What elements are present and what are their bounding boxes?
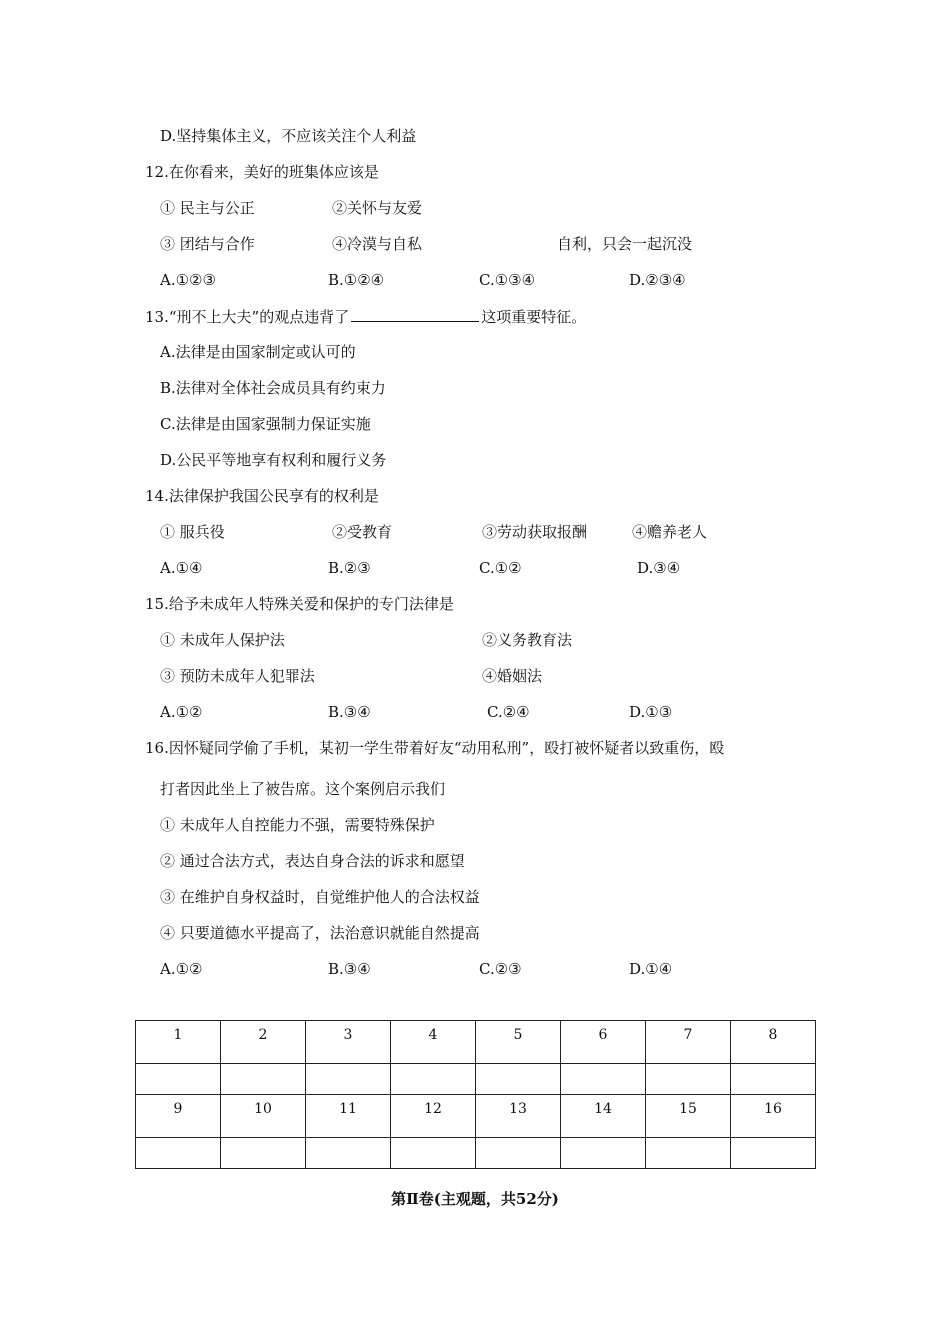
q12-stray-text: 自利，只会一起沉没 [557,235,693,253]
q15-item-4: ④婚姻法 [482,667,543,685]
answer-blank-cell[interactable] [646,1064,731,1095]
q13-fill-blank [351,306,479,322]
q16-item-4: ④ 只要道德水平提高了，法治意识就能自然提高 [160,924,480,942]
q16-option-b: B.③④ [328,960,371,978]
answer-blank-cell[interactable] [306,1138,391,1169]
q16-option-a: A.①② [160,960,203,978]
q14-item-1: ① 服兵役 [160,523,225,541]
answer-blank-cell[interactable] [646,1138,731,1169]
answer-number-cell: 4 [391,1021,476,1064]
q12-option-b: B.①②④ [328,271,385,289]
answer-blank-cell[interactable] [476,1064,561,1095]
answer-number-cell: 10 [221,1095,306,1138]
q14-item-2: ②受教育 [332,523,393,541]
answer-number-cell: 16 [731,1095,816,1138]
q13-option-d: D.公民平等地享有权利和履行义务 [160,451,387,469]
answer-blank-cell[interactable] [731,1064,816,1095]
answer-table-blank-row-2 [136,1138,816,1169]
q13-stem-before: 13.“刑不上大夫”的观点违背了 [145,308,350,326]
q16-item-1: ① 未成年人自控能力不强，需要特殊保护 [160,816,435,834]
q14-option-c: C.①② [479,559,522,577]
q16-item-3: ③ 在维护自身权益时，自觉维护他人的合法权益 [160,888,480,906]
q15-item-1: ① 未成年人保护法 [160,631,285,649]
q13-stem [145,306,586,327]
q12-item-1: ① 民主与公正 [160,199,255,217]
answer-number-cell: 15 [646,1095,731,1138]
answer-blank-cell[interactable] [391,1064,476,1095]
section-title: 第Ⅱ卷(主观题，共52分) [391,1190,559,1208]
answer-blank-cell[interactable] [731,1138,816,1169]
q15-option-d: D.①③ [629,703,673,721]
q12-option-d: D.②③④ [629,271,686,289]
q16-option-c: C.②③ [479,960,522,978]
answer-number-cell: 12 [391,1095,476,1138]
answer-table-number-row-2 [136,1095,816,1138]
answer-blank-cell[interactable] [221,1064,306,1095]
answer-number-cell: 1 [136,1021,221,1064]
q14-option-a: A.①④ [160,559,203,577]
answer-blank-cell[interactable] [136,1064,221,1095]
q13-option-a: A.法律是由国家制定或认可的 [160,343,356,361]
q15-item-3: ③ 预防未成年人犯罪法 [160,667,315,685]
q12-option-a: A.①②③ [160,271,216,289]
q14-option-b: B.②③ [328,559,371,577]
q15-option-c: C.②④ [487,703,530,721]
q12-stem: 12.在你看来，美好的班集体应该是 [145,163,379,181]
q16-option-d: D.①④ [629,960,673,978]
q15-stem: 15.给予未成年人特殊关爱和保护的专门法律是 [145,595,454,613]
answer-table [135,1020,816,1169]
answer-blank-cell[interactable] [476,1138,561,1169]
q12-item-3: ③ 团结与合作 [160,235,255,253]
answer-table-number-row-1 [136,1021,816,1064]
q12-item-4: ④冷漠与自私 [332,235,423,253]
answer-number-cell: 11 [306,1095,391,1138]
q11-option-d: D.坚持集体主义，不应该关注个人利益 [160,127,417,145]
q14-item-3: ③劳动获取报酬 [482,523,588,541]
q14-option-d: D.③④ [637,559,681,577]
answer-number-cell: 7 [646,1021,731,1064]
q12-item-2: ②关怀与友爱 [332,199,423,217]
answer-blank-cell[interactable] [561,1138,646,1169]
answer-number-cell: 6 [561,1021,646,1064]
q14-item-4: ④赡养老人 [632,523,708,541]
answer-table-blank-row-1 [136,1064,816,1095]
answer-blank-cell[interactable] [306,1064,391,1095]
answer-number-cell: 13 [476,1095,561,1138]
answer-number-cell: 5 [476,1021,561,1064]
q15-option-b: B.③④ [328,703,371,721]
answer-blank-cell[interactable] [391,1138,476,1169]
q13-stem-after: 这项重要特征。 [481,308,587,326]
q13-option-c: C.法律是由国家强制力保证实施 [160,415,371,433]
q14-stem: 14.法律保护我国公民享有的权利是 [145,487,379,505]
q16-stem-line-2: 打者因此坐上了被告席。这个案例启示我们 [160,780,446,798]
q15-item-2: ②义务教育法 [482,631,573,649]
answer-blank-cell[interactable] [221,1138,306,1169]
q12-option-c: C.①③④ [479,271,536,289]
answer-number-cell: 9 [136,1095,221,1138]
answer-number-cell: 3 [306,1021,391,1064]
answer-number-cell: 8 [731,1021,816,1064]
answer-blank-cell[interactable] [136,1138,221,1169]
q15-option-a: A.①② [160,703,203,721]
answer-blank-cell[interactable] [561,1064,646,1095]
answer-number-cell: 2 [221,1021,306,1064]
q16-stem-line-1: 16.因怀疑同学偷了手机，某初一学生带着好友“动用私刑”，殴打被怀疑者以致重伤，殴 [145,739,725,757]
q13-option-b: B.法律对全体社会成员具有约束力 [160,379,386,397]
answer-number-cell: 14 [561,1095,646,1138]
q16-item-2: ② 通过合法方式，表达自身合法的诉求和愿望 [160,852,465,870]
